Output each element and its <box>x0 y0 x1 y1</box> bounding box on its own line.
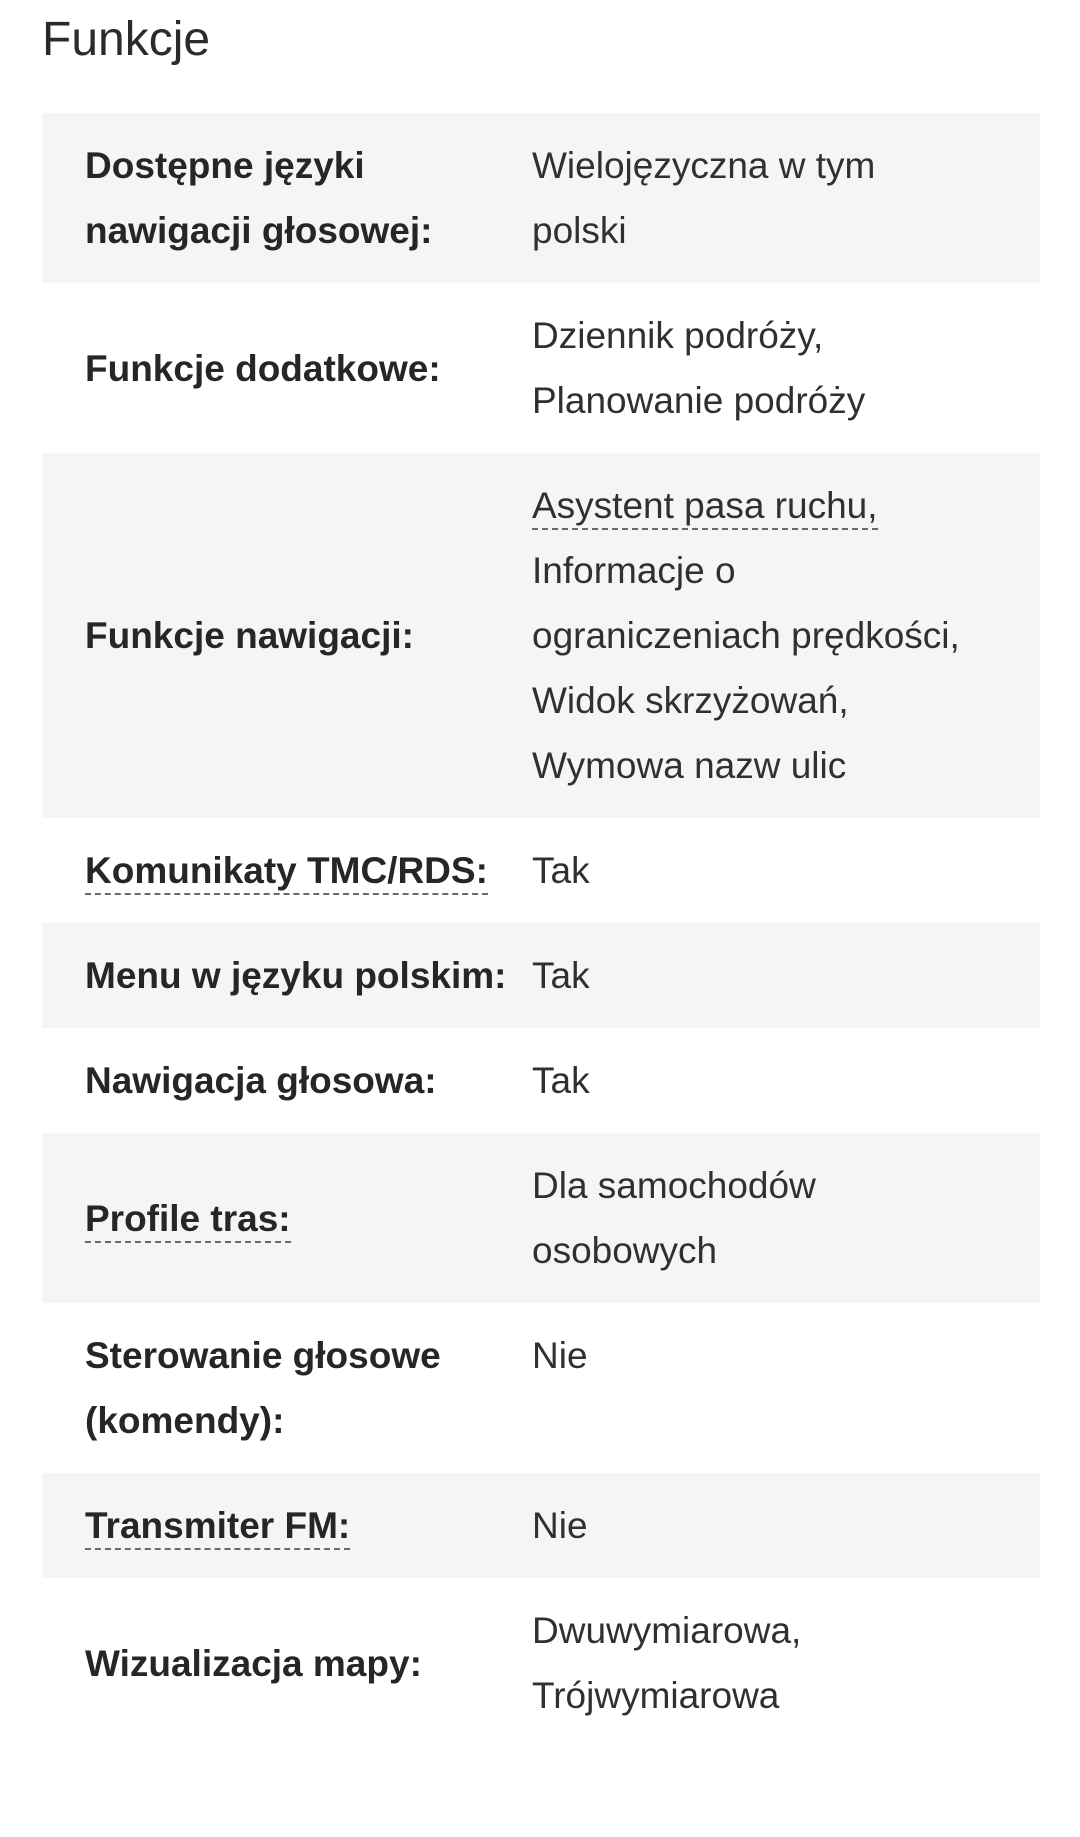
spec-row-route-profiles <box>42 1133 1040 1303</box>
spec-label: Sterowanie głosowe (komendy): <box>85 1335 441 1441</box>
spec-label-group <box>42 1493 532 1558</box>
spec-value: Wielojęzyczna w tym polski <box>532 145 876 251</box>
spec-label: Funkcje dodatkowe: <box>85 347 441 389</box>
spec-row-map-visualization <box>42 1578 1040 1748</box>
spec-value: Tak <box>532 955 590 996</box>
fm-transmitter-tooltip-link[interactable]: Transmiter FM: <box>85 1505 350 1550</box>
features-spec-table <box>42 113 1040 1748</box>
spec-value: Nie <box>532 1505 588 1546</box>
spec-label: Dostępne języki nawigacji głosowej: <box>85 145 433 251</box>
spec-value: Tak <box>532 850 590 891</box>
spec-value: Dla samochodów osobowych <box>532 1165 816 1271</box>
spec-label-group <box>42 1186 532 1251</box>
spec-value: Dziennik podróży, Planowanie podróży <box>532 315 866 421</box>
section-title: Funkcje <box>42 13 211 66</box>
lane-assist-tooltip-link[interactable]: Asystent pasa ruchu, <box>532 485 878 530</box>
spec-value: Tak <box>532 1060 590 1101</box>
spec-row-voice-control <box>42 1303 1040 1473</box>
spec-row-navigation-features <box>42 453 1040 818</box>
route-profiles-tooltip-link[interactable]: Profile tras: <box>85 1198 291 1243</box>
spec-row-fm-transmitter <box>42 1473 1040 1578</box>
spec-label: Funkcje nawigacji: <box>85 615 414 656</box>
spec-value-group <box>532 473 1040 798</box>
tmc-rds-tooltip-link[interactable]: Komunikaty TMC/RDS: <box>85 850 488 895</box>
spec-row-voice-languages <box>42 113 1040 283</box>
spec-value: Dwuwymiarowa, Trójwymiarowa <box>532 1610 802 1716</box>
spec-row-extra-features <box>42 283 1040 453</box>
spec-label: Menu w języku polskim: <box>85 955 507 996</box>
spec-row-tmc-rds <box>42 818 1040 923</box>
spec-row-polish-menu <box>42 923 1040 1028</box>
spec-row-voice-navigation <box>42 1028 1040 1133</box>
spec-value: Nie <box>532 1335 588 1376</box>
spec-label: Wizualizacja mapy: <box>85 1642 422 1684</box>
spec-label: Nawigacja głosowa: <box>85 1060 437 1101</box>
spec-label-group <box>42 838 532 903</box>
spec-value: Informacje o ograniczeniach prędkości, Widok skrzyżowań, Wymowa nazw ulic <box>532 550 960 786</box>
